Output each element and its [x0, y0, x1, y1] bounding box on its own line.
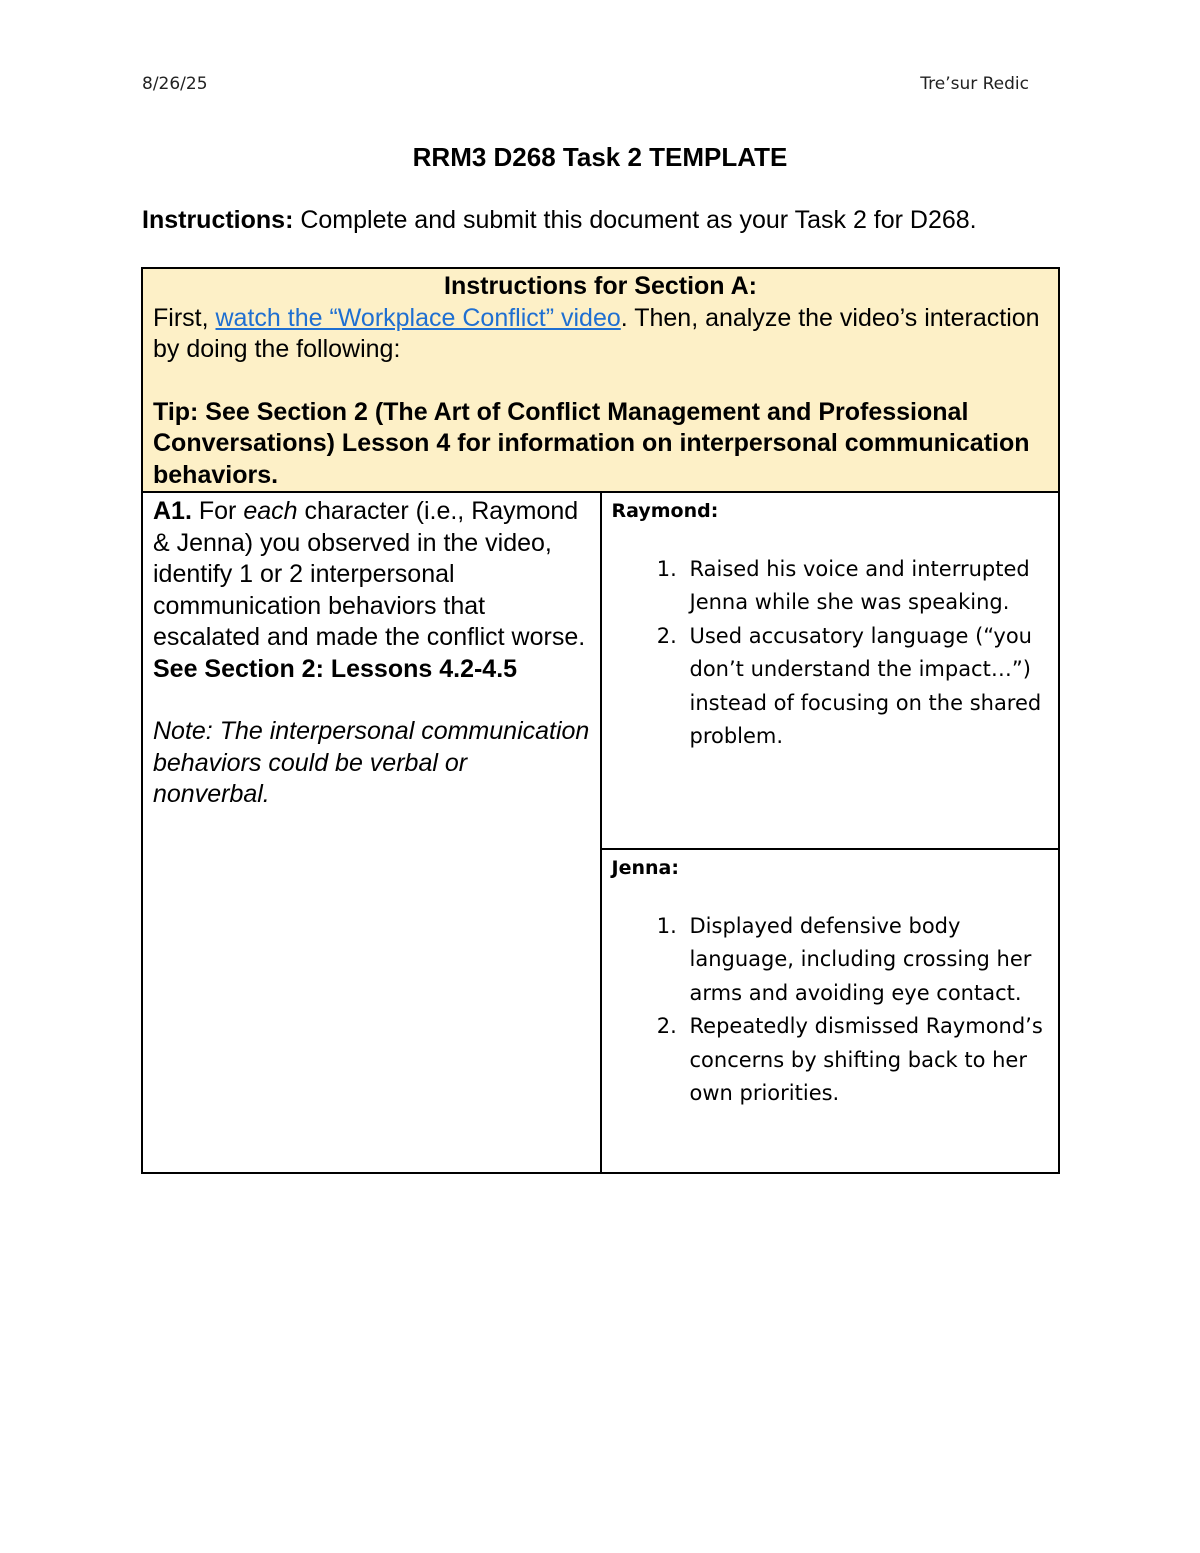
a1-prompt-cell — [142, 492, 601, 1173]
list-item: 2. Repeatedly dismissed Raymond’s concerns by shifting back to her own priorities. — [684, 1010, 1049, 1111]
raymond-behaviors-list — [612, 553, 1049, 754]
list-item: 1. Displayed defensive body language, including crossing her arms and avoiding eye contact. — [684, 910, 1049, 1011]
a1-see-lessons: See Section 2: Lessons 4.2-4.5 — [153, 654, 518, 683]
a1-text-1: For — [191, 497, 244, 525]
header-date: 8/26/25 — [142, 74, 208, 94]
a1-note: Note: The interpersonal communication behaviors could be verbal or nonverbal. — [153, 717, 590, 808]
jenna-answer-cell[interactable] — [601, 849, 1060, 1173]
jenna-behaviors-list — [612, 910, 1049, 1111]
document-title: RRM3 D268 Task 2 TEMPLATE — [412, 142, 788, 172]
section-a-heading: Instructions for Section A: — [444, 272, 757, 300]
list-item: 1. Raised his voice and interrupted Jenna while she was speaking. — [684, 553, 1049, 620]
list-item: 2. Used accusatory language (“you don’t understand the impact…”) instead of focusing on the shared problem. — [684, 620, 1049, 754]
section-a-after-link: . Then, analyze the video’s interaction by doing the following: — [153, 303, 1040, 363]
jenna-name: Jenna — [611, 857, 672, 879]
section-a-instructions — [142, 268, 1059, 492]
instructions-label: Instructions: — [142, 206, 294, 234]
jenna-heading — [612, 852, 1049, 886]
workplace-conflict-video-link[interactable]: watch the “Workplace Conflict” video — [215, 303, 621, 332]
section-a-tip: Tip: See Section 2 (The Art of Conflict Management and Professional Conversations) Lesson 4 for information on interpersonal communication behaviors. — [153, 397, 1030, 489]
jenna-colon: : — [671, 857, 679, 879]
a1-prompt — [153, 496, 590, 685]
a1-text-2: character (i.e., Raymond & Jenna) you observed in the video, identify 1 or 2 interpersonal communication behaviors that escalated and made the conflict worse. — [153, 497, 586, 651]
a1-each: each — [243, 497, 298, 525]
a1-label: A1. — [153, 497, 192, 525]
raymond-name: Raymond — [611, 500, 711, 522]
raymond-answer-cell[interactable] — [601, 492, 1060, 849]
section-a-first: First, — [153, 303, 216, 332]
instructions-paragraph — [142, 205, 1042, 236]
header-author: Tre’sur Redic — [920, 74, 1029, 94]
raymond-colon: : — [710, 500, 719, 522]
raymond-heading — [612, 495, 1049, 529]
task-table — [141, 267, 1060, 1174]
instructions-text: Complete and submit this document as your Task 2 for D268. — [293, 206, 977, 234]
section-a-body — [153, 303, 1048, 366]
